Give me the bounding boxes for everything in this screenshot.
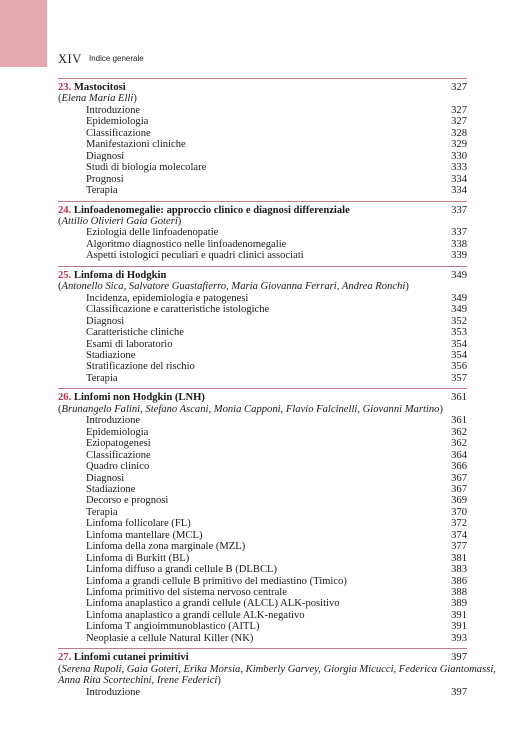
entry-page: 364: [451, 449, 467, 461]
entry-title: Classificazione e caratteristiche istologiche: [86, 304, 270, 316]
entry-title: Eziopatogenesi: [86, 438, 151, 450]
toc-entry[interactable]: [58, 541, 467, 552]
entry-title: Linfoma diffuso a grandi cellule B (DLBCL): [86, 564, 278, 576]
toc-entry[interactable]: [58, 239, 467, 250]
entry-page: 367: [451, 472, 467, 484]
chapter-block: [58, 648, 496, 698]
chapter-number: 23.: [58, 82, 72, 93]
entry-page: 339: [451, 250, 467, 262]
entry-page: 377: [451, 541, 467, 553]
chapter-number: 25.: [58, 269, 72, 281]
entry-page: 391: [451, 609, 467, 621]
toc-entry[interactable]: [58, 576, 467, 587]
chapter-authors: (Brunangelo Falini, Stefano Ascani, Monia Capponi, Flavio Falcinelli, Giovanni Martino): [58, 403, 443, 415]
authors-text: Antonello Sica, Salvatore Guastafierro, Maria Giovanna Ferrari, Andrea Ronchi: [61, 281, 406, 293]
toc-entry[interactable]: [58, 473, 467, 484]
entry-title: Epidemiologia: [86, 116, 149, 128]
entry-page: 357: [451, 372, 467, 384]
entry-page: 329: [451, 139, 467, 151]
toc-entry[interactable]: [58, 518, 467, 529]
entry-title: Diagnosi: [86, 150, 125, 162]
chapter-title: Linfoma di Hodgkin: [73, 269, 167, 281]
entry-title: Diagnosi: [86, 472, 125, 484]
authors-text: Brunangelo Falini, Stefano Ascani, Monia Capponi, Flavio Falcinelli, Giovanni Martino: [61, 403, 440, 415]
entry-title: Neoplasie a cellule Natural Killer (NK): [86, 632, 254, 644]
toc-entry[interactable]: [58, 116, 467, 127]
chapter-number: 26.: [58, 392, 72, 404]
chapter-authors: (Attilio Olivieri Gaia Goteri): [58, 215, 182, 227]
entry-page: 327: [451, 104, 467, 116]
entry-page: 372: [451, 518, 467, 530]
entry-page: 327: [451, 116, 467, 128]
toc-entry[interactable]: [58, 530, 467, 541]
page-folio: XIV: [58, 52, 82, 66]
chapter-block: [58, 266, 467, 385]
toc-entry[interactable]: [58, 461, 467, 472]
entry-title: Linfoma mantellare (MCL): [86, 529, 203, 541]
table-of-contents: [58, 78, 496, 698]
entry-page: 334: [451, 185, 467, 197]
toc-entry[interactable]: [58, 162, 467, 173]
toc-entry[interactable]: [58, 339, 467, 350]
entry-page: 330: [451, 150, 467, 162]
entry-page: 370: [451, 506, 467, 518]
toc-entry[interactable]: [58, 185, 467, 196]
entry-title: Esami di laboratorio: [86, 338, 173, 350]
chapter-title: Linfoadenomegalie: approccio clinico e diagnosi differenziale: [73, 204, 350, 216]
toc-entry[interactable]: [58, 415, 467, 426]
entry-title: Diagnosi: [86, 315, 125, 327]
entry-title: Epidemiologia: [86, 426, 149, 438]
chapter-heading[interactable]: [58, 82, 467, 93]
entry-title: Terapia: [86, 372, 118, 384]
entry-page: 353: [451, 327, 467, 339]
toc-entry[interactable]: [58, 438, 467, 449]
entry-page: 352: [451, 315, 467, 327]
chapter-heading[interactable]: [58, 270, 467, 281]
entry-title: Stadiazione: [86, 349, 136, 361]
entry-page: 393: [451, 632, 467, 644]
toc-entry[interactable]: [58, 304, 467, 315]
chapter-title: Linfomi non Hodgkin (LNH): [73, 392, 205, 404]
entry-title: Classificazione: [86, 449, 151, 461]
chapter-block: [58, 201, 467, 262]
entry-title: Decorso e prognosi: [86, 495, 169, 507]
chapter-authors: Anna Rita Scortechini, Irene Federici): [58, 675, 221, 687]
entry-title: Prognosi: [86, 173, 124, 185]
chapter-block: [58, 388, 467, 644]
entry-page: 374: [451, 529, 467, 541]
entry-page: 356: [451, 361, 467, 373]
entry-page: 381: [451, 552, 467, 564]
toc-entry[interactable]: [58, 174, 467, 185]
toc-entry[interactable]: [58, 484, 467, 495]
toc-entry[interactable]: [58, 450, 467, 461]
entry-page: 383: [451, 564, 467, 576]
entry-title: Incidenza, epidemiologia e patogenesi: [86, 292, 249, 304]
authors-text: Anna Rita Scortechini, Irene Federici: [58, 675, 218, 687]
authors-text: Elena Maria Elli: [61, 93, 134, 105]
entry-title: Linfoma T angioimmunoblastico (AITL): [86, 621, 260, 633]
chapter-page: 327: [451, 82, 467, 93]
chapter-heading[interactable]: [58, 652, 467, 663]
entry-page: 397: [451, 686, 467, 698]
corner-color-bar: [0, 0, 47, 67]
toc-entry[interactable]: [58, 128, 467, 139]
toc-entry[interactable]: [58, 687, 467, 698]
entry-page: 389: [451, 598, 467, 610]
toc-entry[interactable]: [58, 587, 467, 598]
toc-entry[interactable]: [58, 327, 467, 338]
entry-title: Caratteristiche cliniche: [86, 327, 184, 339]
entry-page: 349: [451, 304, 467, 316]
entry-title: Quadro clinico: [86, 461, 150, 473]
entry-page: 362: [451, 426, 467, 438]
entry-title: Linfoma primitivo del sistema nervoso centrale: [86, 587, 287, 599]
entry-page: 361: [451, 415, 467, 427]
entry-title: Linfoma a grandi cellule B primitivo del mediastino (Timico): [86, 575, 347, 587]
entry-title: Linfoma anaplastico a grandi cellule (ALCL) ALK-positivo: [86, 598, 340, 610]
toc-entry[interactable]: [58, 293, 467, 304]
toc-entry[interactable]: [58, 250, 467, 261]
toc-entry[interactable]: [58, 427, 467, 438]
entry-title: Terapia: [86, 506, 118, 518]
entry-title: Linfoma della zona marginale (MZL): [86, 541, 246, 553]
toc-entry[interactable]: [58, 610, 467, 621]
chapter-authors: (Antonello Sica, Salvatore Guastafierro, Maria Giovanna Ferrari, Andrea Ronchi): [58, 281, 409, 293]
toc-entry[interactable]: [58, 139, 467, 150]
authors-text: Attilio Olivieri Gaia Goteri: [61, 215, 178, 227]
entry-title: Studi di biologia molecolare: [86, 162, 207, 174]
entry-page: 354: [451, 349, 467, 361]
entry-title: Manifestazioni cliniche: [86, 139, 186, 151]
entry-title: Introduzione: [86, 686, 141, 698]
toc-entry[interactable]: [58, 633, 467, 644]
entry-page: 333: [451, 162, 467, 174]
entry-page: 328: [451, 127, 467, 139]
toc-entry[interactable]: [58, 373, 467, 384]
toc-entry[interactable]: [58, 598, 467, 609]
entry-title: Stadiazione: [86, 483, 136, 495]
toc-entry[interactable]: [58, 105, 467, 116]
entry-title: Introduzione: [86, 415, 141, 427]
entry-title: Classificazione: [86, 127, 151, 139]
chapter-title: Linfomi cutanei primitivi: [73, 652, 189, 664]
entry-title: Aspetti istologici peculiari e quadri clinici associati: [86, 250, 304, 262]
entry-page: 366: [451, 461, 467, 473]
toc-entry[interactable]: [58, 316, 467, 327]
chapter-block: [58, 78, 467, 197]
toc-entry[interactable]: [58, 553, 467, 564]
entry-page: 367: [451, 483, 467, 495]
running-title: Indice generale: [89, 54, 144, 63]
entry-title: Introduzione: [86, 104, 141, 116]
toc-entry[interactable]: [58, 350, 467, 361]
entry-title: Linfoma di Burkitt (BL): [86, 552, 190, 564]
chapter-page: 337: [451, 204, 467, 216]
toc-entry[interactable]: [58, 361, 467, 372]
entry-page: 334: [451, 173, 467, 185]
authors-text: Serena Rupoli, Gaia Goteri, Erika Morsia, Kimberly Garvey, Giorgia Micucci, Federica Giantomassi,: [61, 663, 496, 675]
toc-entry[interactable]: [58, 151, 467, 162]
entry-title: Linfoma anaplastico a grandi cellule ALK-negativo: [86, 609, 305, 621]
chapter-authors: (Serena Rupoli, Gaia Goteri, Erika Morsia, Kimberly Garvey, Giorgia Micucci, Federica Giantomassi,: [58, 663, 496, 675]
entry-title: Eziologia delle linfoadenopatie: [86, 227, 219, 239]
chapter-title: Mastocitosi: [73, 82, 126, 93]
entry-page: 362: [451, 438, 467, 450]
toc-entry[interactable]: [58, 495, 467, 506]
chapter-heading[interactable]: [58, 205, 467, 216]
entry-page: 338: [451, 238, 467, 250]
toc-entry[interactable]: [58, 227, 467, 238]
chapter-page: 349: [451, 269, 467, 281]
entry-title: Stratificazione del rischio: [86, 361, 195, 373]
entry-page: 354: [451, 338, 467, 350]
entry-page: 388: [451, 587, 467, 599]
entry-page: 386: [451, 575, 467, 587]
entry-page: 369: [451, 495, 467, 507]
chapter-heading[interactable]: [58, 392, 467, 403]
chapter-page: 361: [451, 392, 467, 404]
entry-page: 349: [451, 292, 467, 304]
chapter-authors: (Elena Maria Elli): [58, 93, 137, 105]
chapter-page: 397: [451, 652, 467, 664]
chapter-number: 24.: [58, 204, 72, 216]
entry-title: Algoritmo diagnostico nelle linfoadenomegalie: [86, 238, 287, 250]
chapter-number: 27.: [58, 652, 72, 664]
entry-page: 391: [451, 621, 467, 633]
entry-page: 337: [451, 227, 467, 239]
entry-title: Linfoma follicolare (FL): [86, 518, 191, 530]
toc-entry[interactable]: [58, 507, 467, 518]
toc-entry[interactable]: [58, 564, 467, 575]
toc-entry[interactable]: [58, 621, 467, 632]
entry-title: Terapia: [86, 185, 118, 197]
